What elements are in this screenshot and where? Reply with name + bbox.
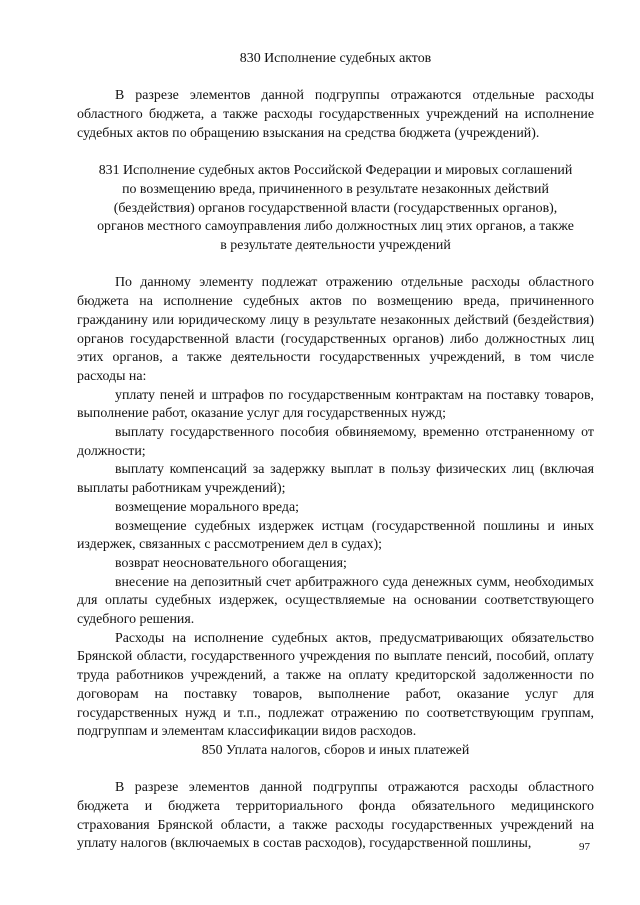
section-831-title-line: органов местного самоуправления либо должностных лиц этих органов, а также <box>97 219 574 235</box>
section-831-closing: Расходы на исполнение судебных актов, предусматривающих обязательство Брянской области, государственного учреждения по выплате пенсий, пособий, оплату труда работников учреждений, а также на оплату кредиторской задолженности по договорам на поставку товаров, выполнение работ, оказание услуг для государственных нужд и т.п., подлежат отражению по соответствующим группам, подгруппам и элементам классификации видов расходов. <box>77 630 594 740</box>
document-page <box>77 50 594 854</box>
list-item: возмещение судебных издержек истцам (государственной пошлины и иных издержек, связанных с рассмотрением дел в судах); <box>77 518 594 553</box>
list-item: выплату компенсаций за задержку выплат в пользу физических лиц (включая выплаты работникам учреждений); <box>77 462 594 497</box>
section-831-title-line: в результате деятельности учреждений <box>220 238 451 253</box>
list-item: возмещение морального вреда; <box>115 499 299 515</box>
section-831-title-line: (бездействия) органов государственной власти (государственных органов), <box>113 200 558 216</box>
section-850-title: 850 Уплата налогов, сборов и иных платежей <box>201 742 470 758</box>
section-830-paragraph: В разрезе элементов данной подгруппы отражаются отдельные расходы областного бюджета, а также расходы государственных учреждений на исполнение судебных актов по обращению взыскания на средства бюджета (учреждений). <box>77 88 594 141</box>
list-item: выплату государственного пособия обвиняемому, временно отстраненному от должности; <box>77 425 594 459</box>
section-850-paragraph: В разрезе элементов данной подгруппы отражаются расходы областного бюджета и бюджета территориального фонда обязательного медицинского страхования Брянской области, а также расходы государственных учреждений на уплату налогов (включаемых в состав расходов), государственной пошлины, <box>77 780 594 852</box>
list-item: внесение на депозитный счет арбитражного суда денежных сумм, необходимых для оплаты судебных издержек, осуществляемые на основании соответствующего судебного решения. <box>77 574 594 628</box>
section-831-title-line: по возмещению вреда, причиненного в результате незаконных действий <box>122 181 549 197</box>
list-item: возврат неосновательного обогащения; <box>115 555 347 571</box>
list-item: уплату пеней и штрафов по государственным контрактам на поставку товаров, выполнение работ, оказание услуг для государственных нужд; <box>77 387 594 422</box>
section-831-intro: По данному элементу подлежат отражению отдельные расходы областного бюджета на исполнение судебных актов по возмещению вреда, причиненного гражданину или юридическому лицу в результате незаконных действий (бездействия) органов государственной власти (государственных органов) либо должностных лиц этих органов, а также деятельности государственных учреждений, в том числе расходы на: <box>77 275 594 384</box>
section-831-title-line: 831 Исполнение судебных актов Российской Федерации и мировых соглашений <box>98 163 573 179</box>
blank-line <box>77 144 594 163</box>
section-831-title <box>77 162 594 256</box>
page-number: 97 <box>579 841 590 853</box>
blank-line <box>77 761 594 780</box>
section-830-title: 830 Исполнение судебных актов <box>239 51 432 66</box>
blank-line <box>77 69 594 88</box>
blank-line <box>77 256 594 275</box>
